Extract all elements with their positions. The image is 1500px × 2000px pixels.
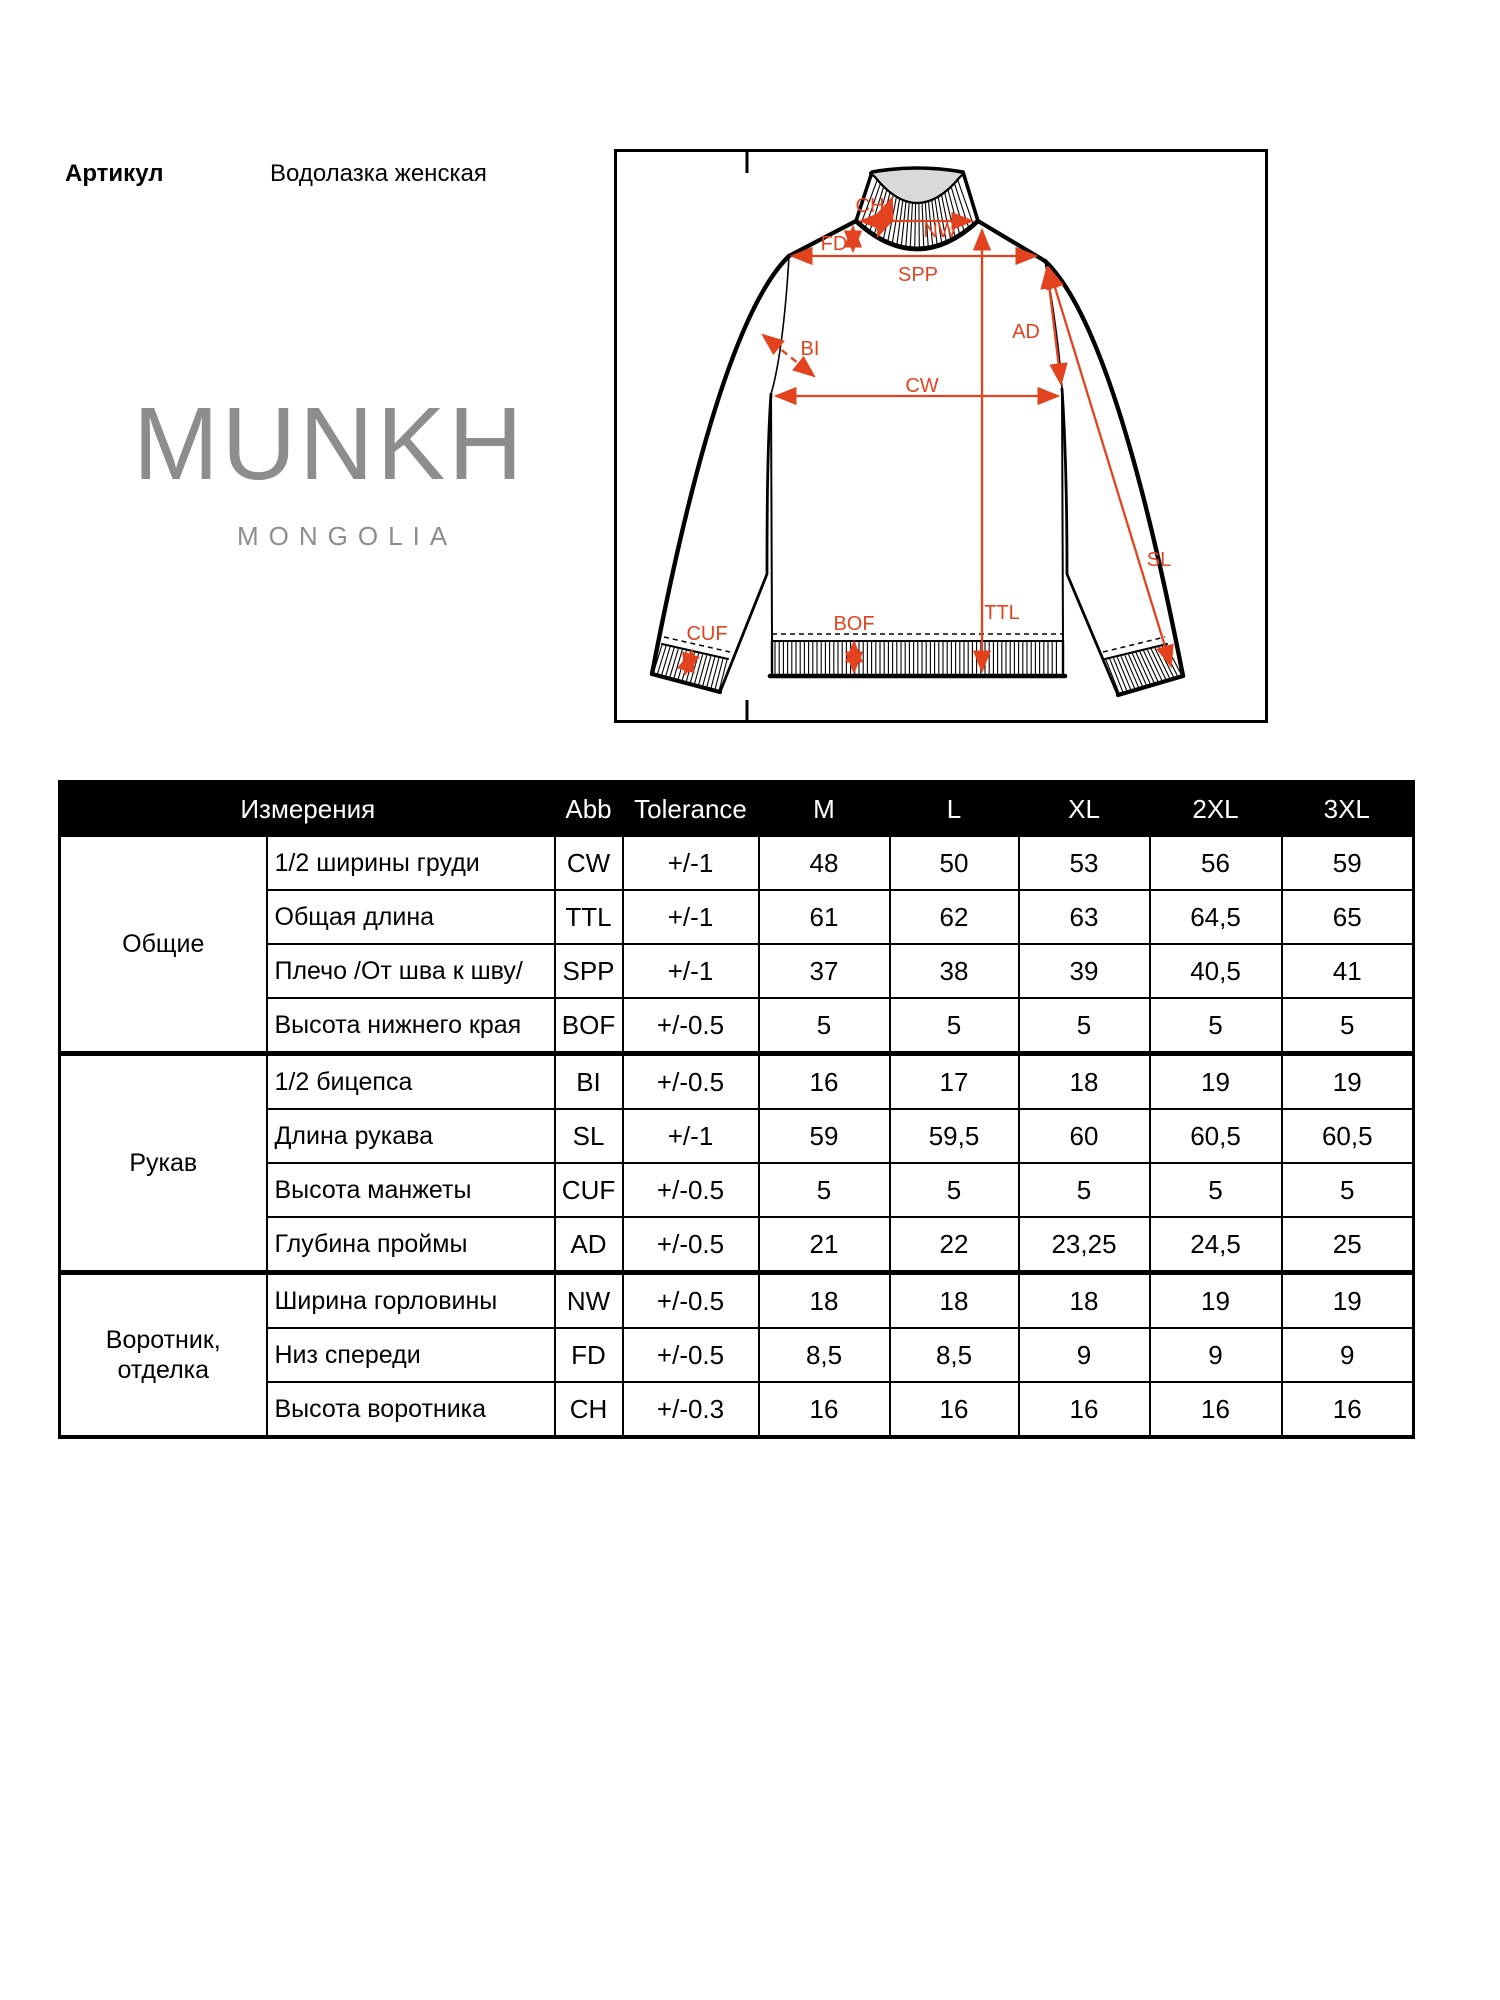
group-cell-sleeve: Рукав [60,1054,267,1273]
cell-size-value: 19 [1282,1054,1414,1110]
ad-label: AD [1012,321,1040,343]
cell-size-value: 18 [1019,1273,1150,1329]
cell-size-value: 16 [1019,1382,1150,1437]
group-cell-collar: Воротник, отделка [60,1273,267,1438]
cell-size-value: 59 [1282,836,1414,890]
header-measurements: Измерения [60,782,555,837]
cell-size-value: 62 [890,890,1019,944]
cell-size-value: 63 [1019,890,1150,944]
cell-size-value: 16 [1282,1382,1414,1437]
cell-size-value: 60 [1019,1109,1150,1163]
cell-size-value: 5 [1019,998,1150,1054]
cell-tolerance: +/-0.5 [623,1328,759,1382]
cell-size-value: 16 [759,1054,890,1110]
header-size-l: L [890,782,1019,837]
cell-size-value: 19 [1150,1054,1282,1110]
cell-size-value: 18 [1019,1054,1150,1110]
article-label: Артикул [65,160,164,187]
cell-tolerance: +/-0.5 [623,1217,759,1273]
cuf-label: CUF [686,623,728,645]
header-size-3xl: 3XL [1282,782,1414,837]
sweater-diagram [614,149,1268,724]
cell-tolerance: +/-1 [623,836,759,890]
cell-size-value: 5 [759,998,890,1054]
brand-logo-subtitle: MONGOLIA [237,521,458,551]
cell-size-value: 5 [890,1163,1019,1217]
cell-tolerance: +/-0.5 [623,1054,759,1110]
cell-measurement-name: Общая длина [267,890,555,944]
cell-size-value: 64,5 [1150,890,1282,944]
cell-abb: NW [555,1273,623,1329]
cell-size-value: 5 [1019,1163,1150,1217]
bi-label: BI [800,338,820,360]
cell-size-value: 24,5 [1150,1217,1282,1273]
sl-label: SL [1146,549,1172,571]
header-size-xl: XL [1019,782,1150,837]
table-row [60,836,1414,890]
group-cell-general: Общие [60,836,267,1054]
cell-measurement-name: Плечо /От шва к шву/ [267,944,555,998]
cell-measurement-name: Низ спереди [267,1328,555,1382]
nw-label: NW [923,220,957,242]
cell-size-value: 5 [1282,1163,1414,1217]
brand-logo: MUNKH [133,386,526,501]
cell-measurement-name: 1/2 бицепса [267,1054,555,1110]
cell-measurement-name: 1/2 ширины груди [267,836,555,890]
cell-abb: BOF [555,998,623,1054]
ch-label: CH [855,195,885,217]
cell-size-value: 5 [890,998,1019,1054]
table-header-row [60,782,1414,837]
cell-measurement-name: Высота нижнего края [267,998,555,1054]
cell-size-value: 8,5 [890,1328,1019,1382]
header-tolerance: Tolerance [623,782,759,837]
cell-size-value: 22 [890,1217,1019,1273]
fd-label: FD [820,233,848,255]
cell-tolerance: +/-1 [623,944,759,998]
cell-size-value: 23,25 [1019,1217,1150,1273]
table-row [60,1054,1414,1110]
cell-size-value: 60,5 [1150,1109,1282,1163]
cell-size-value: 17 [890,1054,1019,1110]
cell-size-value: 41 [1282,944,1414,998]
cell-abb: CUF [555,1163,623,1217]
cell-size-value: 37 [759,944,890,998]
header-size-2xl: 2XL [1150,782,1282,837]
cell-abb: BI [555,1054,623,1110]
table-row [60,1273,1414,1329]
cell-measurement-name: Высота манжеты [267,1163,555,1217]
cell-tolerance: +/-0.5 [623,1273,759,1329]
cell-abb: FD [555,1328,623,1382]
cell-tolerance: +/-0.5 [623,998,759,1054]
cell-size-value: 5 [1150,1163,1282,1217]
cell-size-value: 19 [1150,1273,1282,1329]
cell-size-value: 18 [759,1273,890,1329]
cell-measurement-name: Высота воротника [267,1382,555,1437]
cell-abb: SL [555,1109,623,1163]
cell-size-value: 16 [759,1382,890,1437]
cell-size-value: 9 [1019,1328,1150,1382]
ttl-label: TTL [984,602,1020,624]
cell-measurement-name: Глубина проймы [267,1217,555,1273]
cell-size-value: 5 [759,1163,890,1217]
cell-size-value: 40,5 [1150,944,1282,998]
bof-label: BOF [833,613,875,635]
header-size-m: M [759,782,890,837]
cell-size-value: 48 [759,836,890,890]
cell-size-value: 16 [1150,1382,1282,1437]
cell-abb: SPP [555,944,623,998]
cell-measurement-name: Ширина горловины [267,1273,555,1329]
cell-size-value: 5 [1150,998,1282,1054]
cell-size-value: 9 [1282,1328,1414,1382]
cell-abb: CW [555,836,623,890]
cell-size-value: 38 [890,944,1019,998]
cell-abb: CH [555,1382,623,1437]
cell-size-value: 16 [890,1382,1019,1437]
cell-size-value: 9 [1150,1328,1282,1382]
cell-size-value: 25 [1282,1217,1414,1273]
cell-measurement-name: Длина рукава [267,1109,555,1163]
cw-label: CW [905,375,939,397]
cell-size-value: 53 [1019,836,1150,890]
cell-size-value: 60,5 [1282,1109,1414,1163]
cell-size-value: 50 [890,836,1019,890]
cell-tolerance: +/-0.5 [623,1163,759,1217]
size-table [58,780,1415,1439]
article-value: Водолазка женская [270,160,487,187]
cell-size-value: 21 [759,1217,890,1273]
cell-size-value: 5 [1282,998,1414,1054]
cell-size-value: 18 [890,1273,1019,1329]
cell-tolerance: +/-1 [623,1109,759,1163]
cell-size-value: 56 [1150,836,1282,890]
cell-abb: AD [555,1217,623,1273]
cell-size-value: 19 [1282,1273,1414,1329]
cell-size-value: 8,5 [759,1328,890,1382]
cell-size-value: 39 [1019,944,1150,998]
cell-tolerance: +/-0.3 [623,1382,759,1437]
header-abb: Abb [555,782,623,837]
cell-size-value: 59 [759,1109,890,1163]
cell-abb: TTL [555,890,623,944]
spp-label: SPP [897,264,939,286]
cell-size-value: 59,5 [890,1109,1019,1163]
cell-size-value: 61 [759,890,890,944]
cell-tolerance: +/-1 [623,890,759,944]
cell-size-value: 65 [1282,890,1414,944]
table-left-border-tail [58,1404,61,1414]
